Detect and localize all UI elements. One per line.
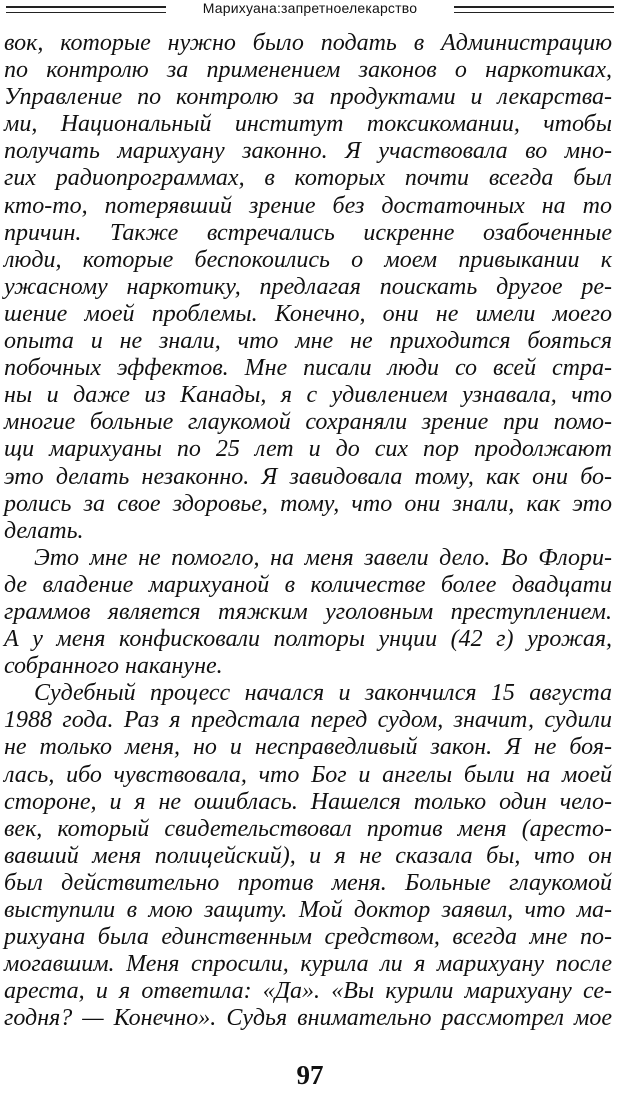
text-line: получать марихуану законно. Я участвовала во мно- (4, 138, 612, 165)
text-line: был действительно против меня. Больные глаукомой (4, 869, 612, 896)
header-rule-left (6, 6, 166, 8)
text-line: опыта и не знали, что мне не приходится бояться (4, 328, 612, 355)
running-title: Марихуана:запретноелекарство (172, 0, 448, 16)
text-line: граммов является тяжким уголовным преступлением. (4, 598, 612, 625)
text-line: рихуана была единственным средством, всегда мне по- (4, 924, 612, 951)
header-rule-left-thin (6, 12, 166, 13)
text-line: шение моей проблемы. Конечно, они не имели моего (4, 300, 612, 327)
text-line: ролись за свое здоровье, тому, что они знали, как это (4, 490, 612, 517)
paragraph-start-line: Это мне не помогло, на меня завели дело. Во Флори- (34, 544, 612, 571)
paragraph-start-line: Судебный процесс начался и закончился 15 августа (34, 680, 612, 707)
text-line: побочных эффектов. Мне писали люди со всей стра- (4, 355, 612, 382)
text-line: это делать незаконно. Я завидовала тому, как они бо- (4, 463, 612, 490)
text-line: годня? — Конечно». Судья внимательно рассмотрел мое (4, 1005, 612, 1032)
text-line: вок, которые нужно было подать в Администрацию (4, 30, 612, 56)
text-line: делать. (4, 517, 84, 544)
text-line: гих радиопрограммах, в которых почти всегда был (4, 165, 612, 192)
text-line: по контролю за применением законов о наркотиках, (4, 57, 612, 84)
text-line: ми, Национальный институт токсикомании, чтобы (4, 111, 612, 138)
text-line: ареста, и я ответила: «Да». «Вы курили марихуану се- (4, 978, 612, 1005)
text-line: могавшим. Меня спросили, курила ли я марихуану после (4, 951, 612, 978)
text-line: век, который свидетельствовал против меня (aресто- (4, 815, 612, 842)
text-line: щи марихуаны по 25 лет и до сих пор продолжают (4, 436, 612, 463)
text-line: кто-то, потерявший зрение без достаточных на то (4, 192, 612, 219)
text-line: люди, которые беспокоились о моем привыкании к (4, 246, 612, 273)
text-line: лась, ибо чувствовала, что Бог и ангелы были на моей (4, 761, 612, 788)
text-line: выступили в мою защиту. Мой доктор заявил, что ма- (4, 897, 612, 923)
text-line: вавший меня полицейский), и я не сказала бы, что он (4, 842, 612, 869)
text-line: А у меня конфисковали полторы унции (42 г) урожая, (4, 626, 612, 653)
text-line: ужасному наркотику, предлагая поискать другое ре- (4, 273, 612, 300)
running-header (0, 0, 620, 24)
text-line: ны и даже из Канады, я с удивлением узнавала, что (4, 382, 612, 409)
text-line: 1988 года. Раз я предстала перед судом, значит, судили (4, 707, 612, 734)
text-line: стороне, и я не ошиблась. Нашелся только один чело- (4, 788, 612, 815)
page-number: 97 (296, 1060, 324, 1090)
body-text (4, 30, 612, 1032)
header-rule-right (454, 6, 614, 8)
text-line: собранного накануне. (4, 653, 223, 680)
text-line: причин. Также встречались искренне озабоченные (4, 219, 612, 246)
header-rule-right-thin (454, 12, 614, 13)
text-line: де владение марихуаной в количестве более двадцати (4, 571, 612, 598)
text-line: многие больные глаукомой сохраняли зрение при помо- (4, 409, 612, 436)
text-line: не только меня, но и несправедливый закон. Я не боя- (4, 734, 612, 761)
text-line: Управление по контролю за продуктами и лекарства- (4, 84, 612, 111)
